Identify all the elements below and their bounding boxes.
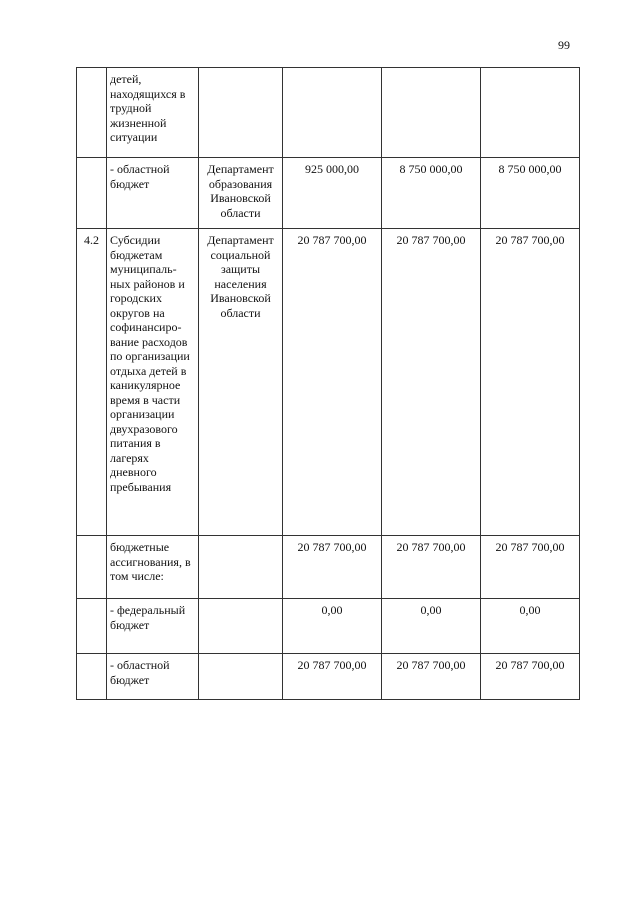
department-cell bbox=[199, 158, 283, 229]
value-year-1-cell bbox=[283, 158, 382, 229]
value-year-2-cell bbox=[382, 599, 481, 654]
department-name: Департамент социальной защиты населения Ивановской области bbox=[207, 233, 274, 320]
value-year-3: 20 787 700,00 bbox=[495, 233, 565, 247]
value-year-2-cell bbox=[382, 229, 481, 536]
item-name-cell bbox=[107, 229, 199, 536]
row-number-cell bbox=[77, 599, 107, 654]
item-name: - областной бюджет bbox=[110, 658, 170, 687]
row-number-cell bbox=[77, 229, 107, 536]
value-year-2-cell bbox=[382, 654, 481, 700]
item-name-cell bbox=[107, 599, 199, 654]
department-cell bbox=[199, 654, 283, 700]
item-name-cell bbox=[107, 536, 199, 599]
value-year-2: 0,00 bbox=[420, 603, 442, 617]
page-number: 99 bbox=[558, 38, 570, 52]
value-year-1: 0,00 bbox=[321, 603, 343, 617]
value-year-1: 20 787 700,00 bbox=[297, 540, 367, 554]
budget-table bbox=[76, 67, 580, 700]
department-cell bbox=[199, 229, 283, 536]
item-name: - федеральный бюджет bbox=[110, 603, 186, 632]
item-name: Субсидии бюджетам муниципаль-ных районов и городских округов на софинансиро-вание расходов по организации отдыха детей в каникулярное время в части организации двухразового питания в лагерях дневного пребывания bbox=[110, 233, 190, 494]
table-row bbox=[77, 158, 580, 229]
value-year-3-cell bbox=[481, 536, 580, 599]
item-name-cell bbox=[107, 654, 199, 700]
item-name: детей, находящихся в трудной жизненной ситуации bbox=[110, 72, 186, 144]
value-year-1-cell bbox=[283, 654, 382, 700]
value-year-3-cell bbox=[481, 654, 580, 700]
value-year-2: 20 787 700,00 bbox=[396, 540, 466, 554]
value-year-1-cell bbox=[283, 536, 382, 599]
value-year-1-cell bbox=[283, 68, 382, 158]
item-name-cell bbox=[107, 68, 199, 158]
department-cell bbox=[199, 68, 283, 158]
value-year-3: 20 787 700,00 bbox=[495, 658, 565, 672]
value-year-3: 20 787 700,00 bbox=[495, 540, 565, 554]
value-year-1-cell bbox=[283, 229, 382, 536]
value-year-1: 20 787 700,00 bbox=[297, 658, 367, 672]
row-number-cell bbox=[77, 654, 107, 700]
table-row bbox=[77, 68, 580, 158]
value-year-2: 20 787 700,00 bbox=[396, 233, 466, 247]
value-year-3-cell bbox=[481, 599, 580, 654]
value-year-1: 925 000,00 bbox=[305, 162, 359, 176]
value-year-2-cell bbox=[382, 536, 481, 599]
row-number-cell bbox=[77, 68, 107, 158]
table-row bbox=[77, 229, 580, 536]
row-number-cell bbox=[77, 536, 107, 599]
item-name: бюджетные ассигнования, в том числе: bbox=[110, 540, 191, 583]
value-year-3: 8 750 000,00 bbox=[498, 162, 562, 176]
value-year-3-cell bbox=[481, 68, 580, 158]
table-row bbox=[77, 536, 580, 599]
value-year-2-cell bbox=[382, 158, 481, 229]
table-row bbox=[77, 654, 580, 700]
department-cell bbox=[199, 599, 283, 654]
value-year-1: 20 787 700,00 bbox=[297, 233, 367, 247]
row-number: 4.2 bbox=[84, 233, 99, 247]
value-year-3: 0,00 bbox=[519, 603, 541, 617]
department-name: Департамент образования Ивановской области bbox=[207, 162, 274, 220]
value-year-3-cell bbox=[481, 158, 580, 229]
table-row bbox=[77, 599, 580, 654]
item-name-cell bbox=[107, 158, 199, 229]
value-year-3-cell bbox=[481, 229, 580, 536]
value-year-1-cell bbox=[283, 599, 382, 654]
row-number-cell bbox=[77, 158, 107, 229]
value-year-2: 8 750 000,00 bbox=[399, 162, 463, 176]
item-name: - областной бюджет bbox=[110, 162, 170, 191]
value-year-2-cell bbox=[382, 68, 481, 158]
department-cell bbox=[199, 536, 283, 599]
value-year-2: 20 787 700,00 bbox=[396, 658, 466, 672]
